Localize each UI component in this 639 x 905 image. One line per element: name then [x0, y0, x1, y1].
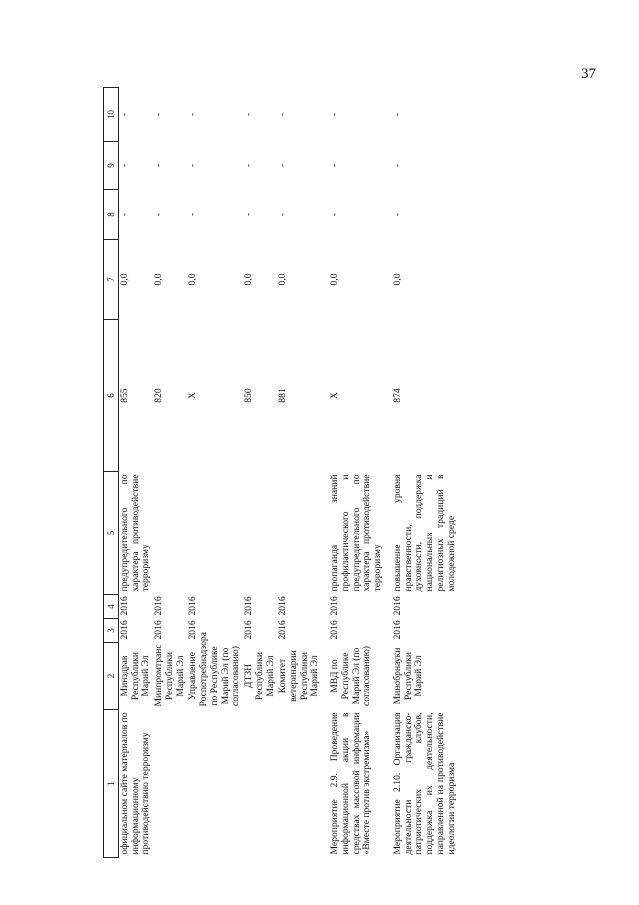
amount-cell: 0,0 [391, 273, 403, 286]
table-row [277, 88, 322, 858]
value-cell: - [329, 212, 341, 217]
executor-cell: Минздрав Республики Марий Эл [119, 651, 152, 701]
value-cell: - [153, 163, 165, 168]
rotated-table-container [103, 88, 615, 858]
activity-cell [277, 710, 322, 858]
header-cell: 5 [104, 472, 119, 595]
amount-cell: 0,0 [243, 273, 255, 286]
header-cell: 9 [104, 142, 119, 190]
code-cell: 855 [119, 388, 130, 403]
amount-cell: 0,0 [329, 273, 341, 286]
result-cell: пропаганда знаний профилактического и предупредительного по характера противодействие терроризму [329, 474, 384, 592]
table-row [187, 88, 243, 858]
value-cell: - [277, 212, 289, 217]
start-year-cell: 2016 [187, 620, 199, 640]
page-number: 37 [581, 66, 596, 82]
value-cell: - [391, 112, 403, 117]
executor-cell: МВД по Республике Марий Эл (по согласованию) [329, 646, 373, 706]
executor-cell: Минпромтранс Республики Марий Эл [153, 644, 186, 707]
program-table [103, 87, 458, 858]
end-year-cell: 2016 [119, 596, 130, 616]
code-cell: 874 [391, 388, 403, 403]
activity-cell: Мероприятие 2.10. Организация деятельности гражданско-патриотических клубов, поддержка их деятельности, направленной на противодействие идеологии терроризма [391, 712, 457, 855]
start-year-cell: 2016 [329, 620, 341, 640]
value-cell: - [153, 112, 165, 117]
activity-cell [243, 710, 277, 858]
activity-cell: Мероприятие 2.9. Проведение информационной акции в средствах массовой информации «Вместе против экстремизма» [329, 712, 373, 855]
code-cell: 820 [153, 388, 165, 403]
code-cell: Х [187, 392, 199, 399]
end-year-cell: 2016 [243, 596, 255, 616]
activity-cell: официальном сайте материалов по информационному противодействию терроризму [119, 712, 152, 855]
header-cell: 6 [104, 320, 119, 472]
header-cell: 8 [104, 190, 119, 240]
activity-cell [187, 710, 243, 858]
end-year-cell: 2016 [391, 596, 403, 616]
value-cell: - [187, 112, 199, 117]
value-cell: - [329, 112, 341, 117]
start-year-cell: 2016 [119, 620, 130, 640]
amount-cell: 0,0 [153, 273, 165, 286]
code-cell: 850 [243, 388, 255, 403]
amount-cell: 0,0 [119, 273, 130, 286]
end-year-cell: 2016 [153, 596, 165, 616]
value-cell: - [187, 212, 199, 217]
table-row [153, 88, 187, 858]
value-cell: - [329, 163, 341, 168]
table-row [385, 88, 458, 858]
executor-cell: Комитет ветеринарии Республики Марий Эл [277, 650, 321, 702]
result-cell [187, 472, 243, 595]
code-cell: Х [329, 392, 341, 399]
table-row [243, 88, 277, 858]
executor-cell: Управление Роспотребнадзора по Республике Марий Эл (по согласованию) [187, 632, 242, 707]
start-year-cell: 2016 [243, 620, 255, 640]
result-cell [153, 472, 187, 595]
value-cell: - [391, 163, 403, 168]
result-cell: повышение уровня нравственности, духовности, поддержка национальных и религиозных традиций в молодежной среде [391, 474, 457, 592]
table-row [322, 88, 385, 858]
activity-cell [153, 710, 187, 858]
value-cell: - [187, 163, 199, 168]
executor-cell: ДТЗН Республики Марий Эл [243, 651, 276, 701]
value-cell: - [277, 163, 289, 168]
start-year-cell: 2016 [277, 620, 289, 640]
value-cell: - [153, 212, 165, 217]
result-cell: предупредительного по характера противодействие терроризму [119, 474, 152, 592]
value-cell: - [391, 212, 403, 217]
table-header [104, 88, 119, 858]
amount-cell: 0,0 [187, 273, 199, 286]
end-year-cell: 2016 [277, 596, 289, 616]
value-cell: - [119, 163, 130, 168]
header-cell: 10 [104, 88, 119, 142]
header-cell: 4 [104, 595, 119, 619]
value-cell: - [243, 112, 255, 117]
result-cell [277, 472, 322, 595]
value-cell: - [243, 212, 255, 217]
start-year-cell: 2016 [391, 620, 403, 640]
amount-cell: 0,0 [277, 273, 289, 286]
code-cell: 881 [277, 388, 289, 403]
value-cell: - [119, 112, 130, 117]
header-cell: 2 [104, 643, 119, 710]
header-cell: 3 [104, 619, 119, 643]
result-cell [243, 472, 277, 595]
header-cell: 1 [104, 710, 119, 858]
value-cell: - [277, 112, 289, 117]
header-cell: 7 [104, 240, 119, 320]
value-cell: - [243, 163, 255, 168]
start-year-cell: 2016 [153, 620, 165, 640]
table-row [119, 88, 154, 858]
executor-cell: Минобрнауки Республики Марий Эл [391, 647, 425, 705]
end-year-cell: 2016 [187, 596, 199, 616]
value-cell: - [119, 212, 130, 217]
end-year-cell: 2016 [329, 596, 341, 616]
